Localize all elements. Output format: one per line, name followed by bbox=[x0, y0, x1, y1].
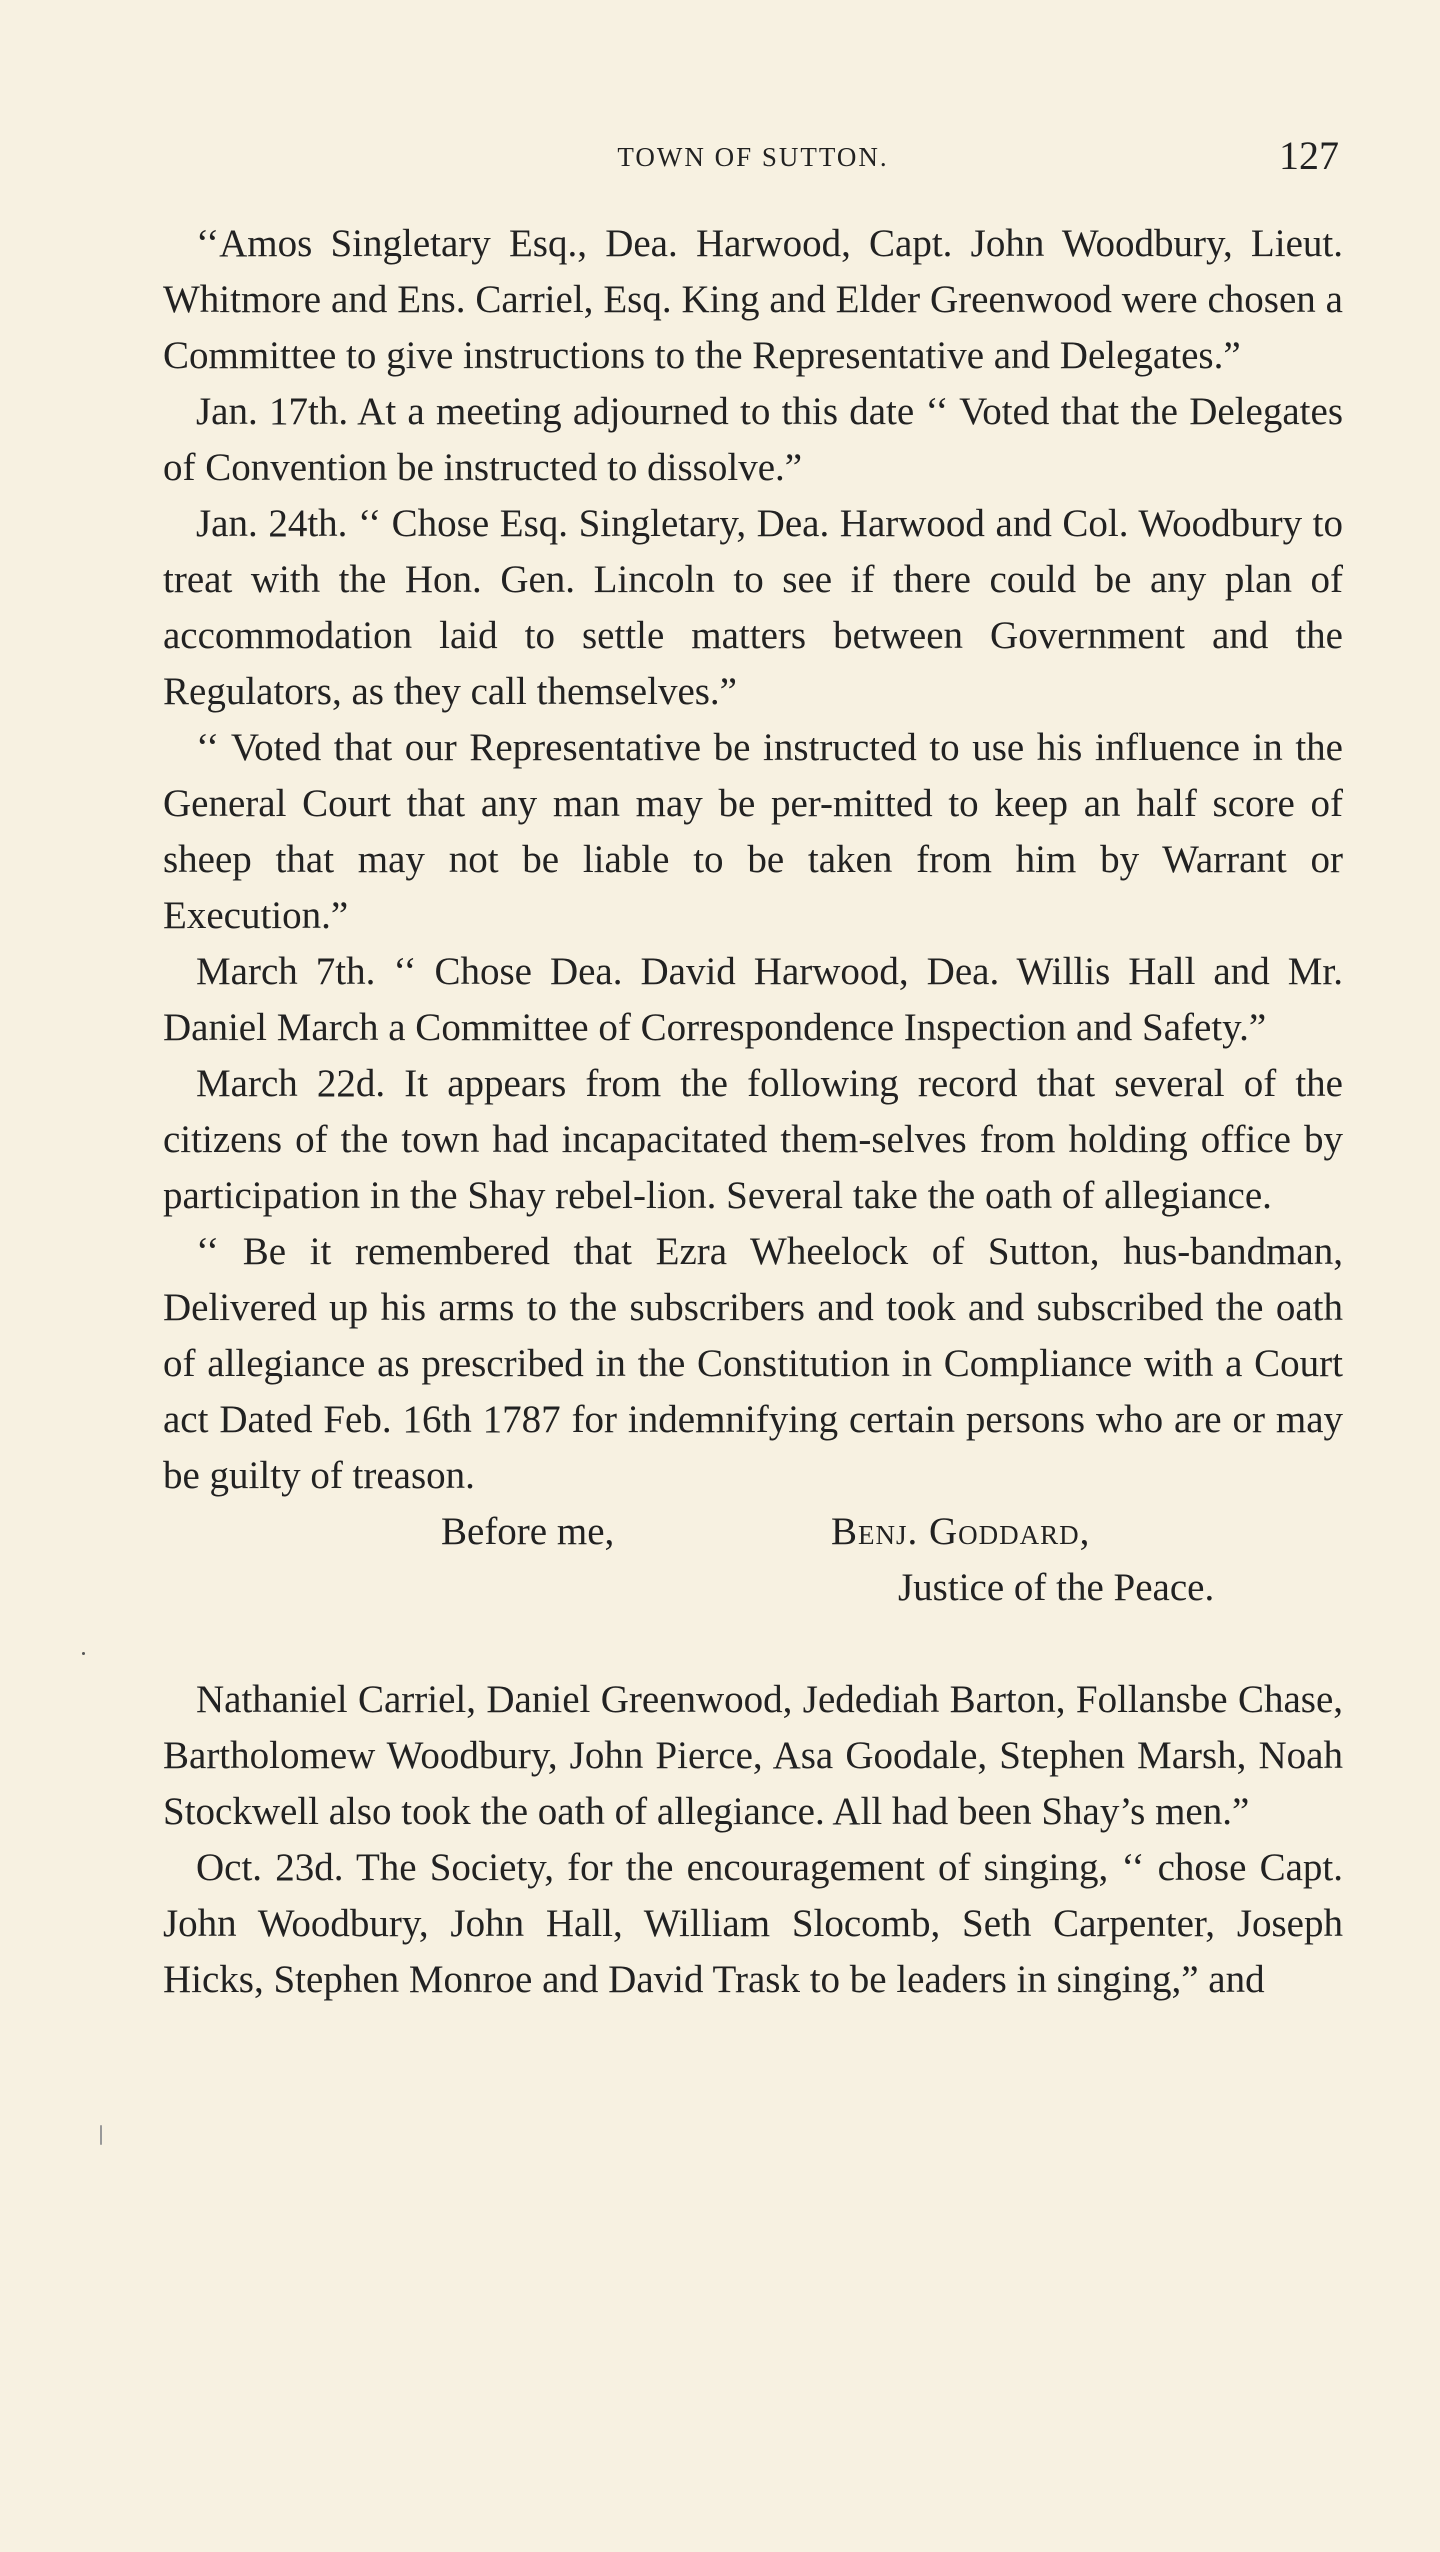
body-text bbox=[163, 216, 1343, 2008]
paragraph-march-22: March 22d. It appears from the following record that several of the citizens of the town had incapacitated them-selves from holding office by participation in the Shay rebel-lion. Several take the oath of allegiance. bbox=[163, 1062, 1343, 1217]
signature-line bbox=[163, 1504, 1343, 1560]
signature-before: Before me, bbox=[441, 1510, 615, 1553]
paragraph-ezra-wheelock: ‘‘ Be it remembered that Ezra Wheelock of Sutton, hus-bandman, Delivered up his arms to the subscribers and took and subscribed the oath of allegiance as prescribed in the Constitution in Compliance with a Court act Dated Feb. 16th 1787 for indemnifying certain persons who are or may be guilty of treason. bbox=[163, 1230, 1343, 1497]
paragraph-jan-17: Jan. 17th. At a meeting adjourned to this date ‘‘ Voted that the Delegates of Convention be instructed to dissolve.” bbox=[163, 390, 1343, 489]
paragraph-oath-takers: Nathaniel Carriel, Daniel Greenwood, Jedediah Barton, Follansbe Chase, Bartholomew Woodbury, John Pierce, Asa Goodale, Stephen Marsh, Noah Stockwell also took the oath of allegiance. All had been Shay’s men.” bbox=[163, 1678, 1343, 1833]
signature-name: Benj. Goddard, bbox=[831, 1510, 1091, 1553]
signature-block bbox=[163, 1504, 1343, 1616]
paragraph-jan-24: Jan. 24th. ‘‘ Chose Esq. Singletary, Dea. Harwood and Col. Woodbury to treat with the Hon. Gen. Lincoln to see if there could be any plan of accommodation laid to settle matters between Government and the Regulators, as they call themselves.” bbox=[163, 502, 1343, 713]
page-number: 127 bbox=[1279, 133, 1339, 178]
margin-speck bbox=[82, 1652, 85, 1655]
signature-title: Justice of the Peace. bbox=[898, 1566, 1215, 1609]
paragraph-committee-instructions: ‘‘Amos Singletary Esq., Dea. Harwood, Capt. John Woodbury, Lieut. Whitmore and Ens. Carriel, Esq. King and Elder Greenwood were chosen a Committee to give instructions to the Representative and Delegates.” bbox=[163, 222, 1343, 377]
running-head: TOWN OF SUTTON. bbox=[617, 142, 889, 172]
margin-speck bbox=[100, 2125, 102, 2145]
page-header bbox=[163, 132, 1343, 182]
paragraph-sheep-vote: ‘‘ Voted that our Representative be instructed to use his influence in the General Court that any man may be per-mitted to keep an half score of sheep that may not be liable to be taken from him by Warrant or Execution.” bbox=[163, 726, 1343, 937]
paragraph-march-7: March 7th. ‘‘ Chose Dea. David Harwood, Dea. Willis Hall and Mr. Daniel March a Committee of Correspondence Inspection and Safety.” bbox=[163, 950, 1343, 1049]
paragraph-oct-23: Oct. 23d. The Society, for the encouragement of singing, ‘‘ chose Capt. John Woodbury, John Hall, William Slocomb, Seth Carpenter, Joseph Hicks, Stephen Monroe and David Trask to be leaders in singing,” and bbox=[163, 1846, 1343, 2001]
section-spacer bbox=[163, 1616, 1343, 1672]
